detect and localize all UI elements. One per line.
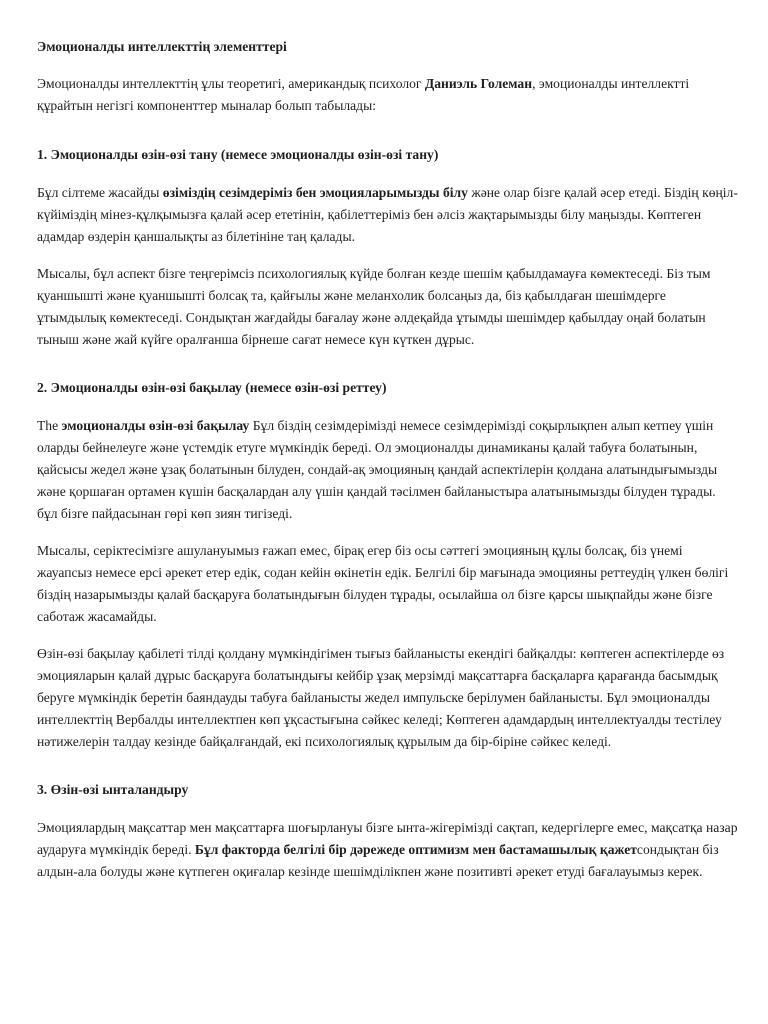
section3-p1-after: сондықтан біз алдын-ала болуды және күтпеген оқиғалар кезінде шешімділікпен және позитивті әрекет етуді бағалауымыз керек.	[37, 842, 719, 879]
intro-text-after: , эмоционалды интеллектті құрайтын негізгі компоненттер мыналар болып табылады:	[37, 76, 690, 113]
section1-p1-before: Бұл сілтеме жасайды	[37, 185, 163, 200]
section2-p1-before: The	[37, 418, 62, 433]
section2-paragraph-1	[37, 415, 738, 525]
section1-paragraph-1	[37, 182, 738, 248]
section1-p1-after: және олар бізге қалай әсер етеді. Біздің көңіл-күйіміздің мінез-құлқымызға қалай әсер ететінін, қабілеттеріміз бен әлсіз жақтарымызды білу маңызды. Көптеген адамдар өздерін қаншалықты аз білетініне таң қалады.	[37, 185, 738, 244]
section2-paragraph-3: Өзін-өзі бақылау қабілеті тілді қолдану мүмкіндігімен тығыз байланысты екендігі байқалды: көптеген аспектілерде өз эмоцияларын қалай дұрыс басқаруға болатындығы кейбір ұзақ мерзімді мақсаттарға басқаларға қарағанда басымдық беруге мүмкіндік беретін баяндауды табуға байланысты жедел импульске берілумен байланысты. Бұл эмоционалды интеллекттің Вербалды интеллектпен көп ұқсастығына сәйкес келеді; Көптеген адамдардың интеллектуалды тестілеу нәтижелерін талдау кезінде байқалғандай, екі психологиялық құрылым да бір-біріне сәйкес келеді.	[37, 646, 725, 749]
intro-paragraph	[37, 73, 738, 117]
intro-text-before: Эмоционалды интеллекттің ұлы теоретигі, американдық психолог	[37, 76, 425, 91]
section1-p1-bold: өзіміздің сезімдеріміз бен эмоцияларымызды білу	[162, 185, 468, 200]
document-title: Эмоционалды интеллекттің элементтері	[37, 39, 287, 54]
section2-p1-bold: эмоционалды өзін-өзі бақылау	[61, 418, 250, 433]
section2-paragraph-2: Мысалы, серіктесімізге ашулануымыз ғажап емес, бірақ егер біз осы сәттегі эмоцияның құлы болсақ, біз үнемі жауапсыз немесе ерсі әрекет етер едік, содан кейін өкінетін едік. Белгілі бір мағынада эмоцияны реттеудің үлкен бөлігі біздің назарымызды қалай басқаруға болатындығын білуден тұрады, осылайша ол бізге қарсы шықпайды және бізге саботаж жасамайды.	[37, 543, 729, 624]
section3-p1-bold: Бұл факторда белгілі бір дәрежеде оптимизм мен бастамашылық қажет	[194, 842, 637, 857]
section2-p1-after: Бұл біздің сезімдерімізді немесе сезімдерімізді соқырлықпен алып кетпеу үшін оларды бейнелеуге және үстемдік етуге мүмкіндік береді. Ол эмоционалды динамиканы қалай табуға болатынын, қайсысы жедел және ұзақ болатынын білуден, сондай-ақ эмоцияның қандай аспектілерін қолдана алатындығымызды және қоршаған ортамен күшін басқалардан алу үшін қандай тәсілмен байланыстыра алатынымызды білуден тұрады. бұл бізге пайдасынан гөрі көп зиян тигізеді.	[37, 418, 718, 521]
section1-paragraph-2: Мысалы, бұл аспект бізге теңгерімсіз психологиялық күйде болған кезде шешім қабылдамауға көмектеседі. Біз тым қуаншыштi және қуаншыштi болсақ та, қайғылы және меланхолик болсаңыз да, біз қабылдаған шешімдерге ұтымдылық көмектеседі. Сондықтан жағдайды бағалау және әлдеқайда ұтымды шешімдер қабылдау оңай болатын тыныш және жай күйге оралғанша бірнеше сағат немесе күн күткен дұрыс.	[37, 266, 711, 347]
section3-p1-before: Эмоциялардың мақсаттар мен мақсаттарға шоғырлануы бізге ынта-жігерімізді сақтап, кедергілерге емес, мақсатқа назар аударуға мүмкіндік береді.	[37, 820, 738, 857]
section1-heading: 1. Эмоционалды өзін-өзі тану (немесе эмоционалды өзін-өзі тану)	[37, 147, 439, 162]
section3-heading: 3. Өзін-өзі ынталандыру	[37, 782, 189, 797]
section2-heading: 2. Эмоционалды өзін-өзі бақылау (немесе өзін-өзі реттеу)	[37, 380, 387, 395]
section3-paragraph-1	[37, 817, 738, 883]
intro-author-name: Даниэль Големан	[424, 76, 533, 91]
